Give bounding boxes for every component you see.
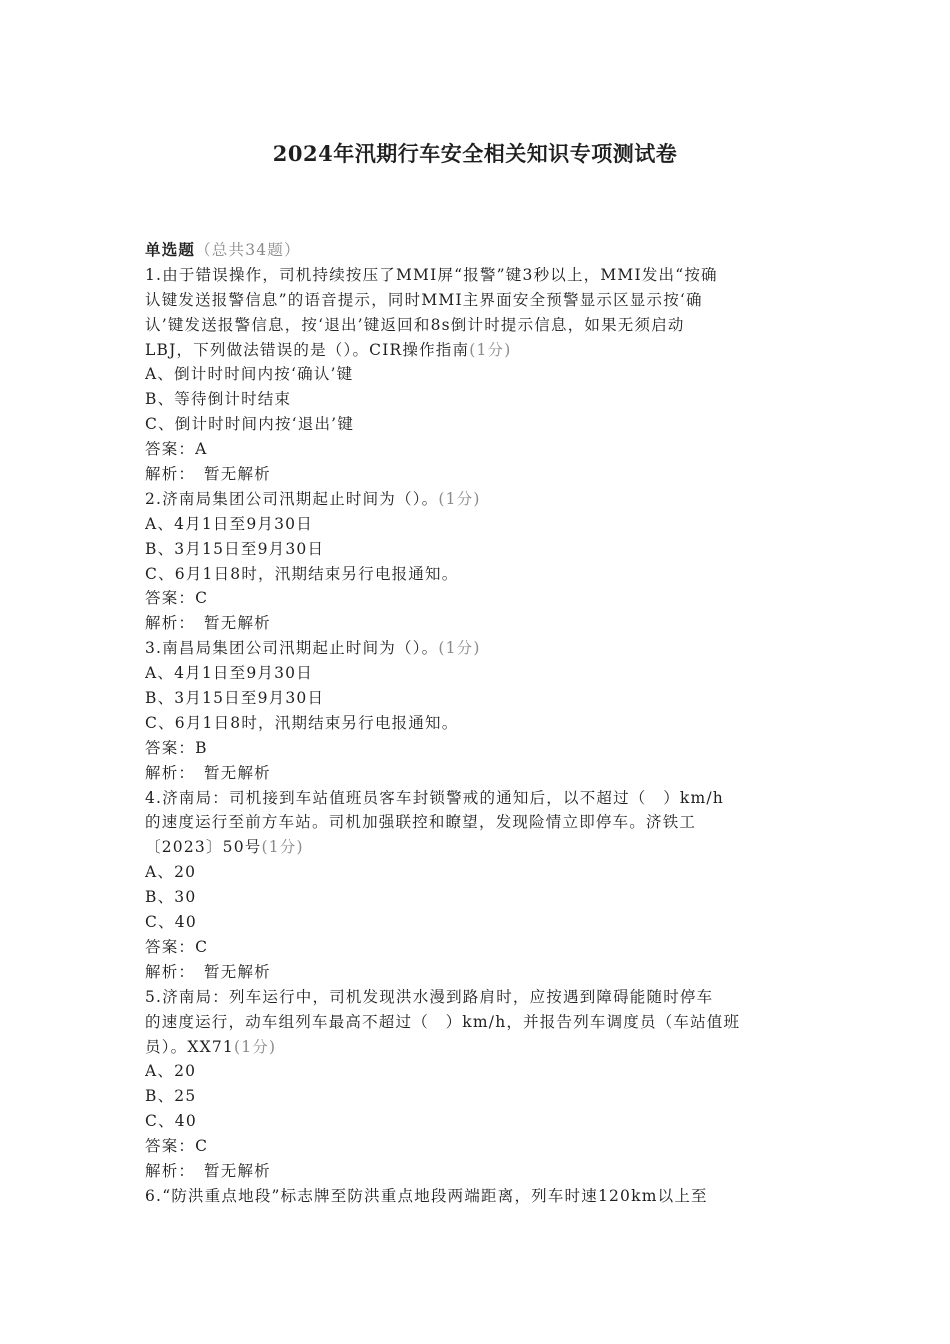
question-stem-line <box>145 835 810 860</box>
question-stem-line <box>145 1035 810 1060</box>
option-c: C、40 <box>145 1112 197 1131</box>
question-score: (1分) <box>469 340 512 359</box>
question-score: (1分) <box>233 1037 277 1056</box>
question-stem-text: 〔2023〕50号 <box>145 838 262 857</box>
answer-line: 答案：C <box>145 1137 209 1156</box>
question-stem-line: 6.“防洪重点地段”标志牌至防洪重点地段两端距离，列车时速120km以上至 <box>145 1186 708 1205</box>
option-a: A、20 <box>145 863 197 882</box>
question-stem-line <box>145 338 810 363</box>
analysis-line: 解析： 暂无解析 <box>145 465 271 484</box>
option-c: C、6月1日8时，汛期结束另行电报通知。 <box>145 564 459 583</box>
option-a: A、倒计时时间内按‘确认’键 <box>145 365 354 384</box>
section-heading <box>145 238 810 263</box>
question-stem-line: 5.济南局：列车运行中，司机发现洪水漫到路肩时，应按遇到障碍能随时停车 <box>145 987 714 1006</box>
question-stem-text: 3.南昌局集团公司汛期起止时间为（）。 <box>145 639 439 658</box>
question-item <box>145 263 810 487</box>
question-stem-line: 4.济南局：司机接到车站值班员客车封锁警戒的通知后，以不超过（ ）km/h <box>145 788 724 807</box>
question-stem-text: 2.济南局集团公司汛期起止时间为（）。 <box>145 489 439 508</box>
question-score: (1分) <box>438 639 481 658</box>
question-item <box>145 1184 810 1209</box>
question-stem-text: 员）。XX71 <box>145 1037 234 1056</box>
section-label: 单选题 <box>145 240 196 259</box>
analysis-line: 解析： 暂无解析 <box>145 962 271 981</box>
question-item <box>145 985 810 1184</box>
option-b: B、3月15日至9月30日 <box>145 539 325 558</box>
question-stem-line <box>145 636 810 661</box>
question-stem-line: 1.由于错误操作，司机持续按压了MMI屏“报警”键3秒以上，MMI发出“按确 <box>145 265 718 284</box>
question-score: (1分) <box>438 489 481 508</box>
analysis-line: 解析： 暂无解析 <box>145 763 271 782</box>
option-c: C、倒计时时间内按‘退出’键 <box>145 415 355 434</box>
question-stem-line: 的速度运行，动车组列车最高不超过（ ）km/h，并报告列车调度员（车站值班 <box>145 1012 741 1031</box>
question-item <box>145 786 810 985</box>
question-stem-line <box>145 487 810 512</box>
option-b: B、25 <box>145 1087 197 1106</box>
question-item <box>145 487 810 636</box>
option-c: C、40 <box>145 913 197 932</box>
question-stem-line: 认键发送报警信息”的语音提示，同时MMI主界面安全预警显示区显示按‘确 <box>145 290 703 309</box>
option-c: C、6月1日8时，汛期结束另行电报通知。 <box>145 713 459 732</box>
section-count: （总共34题） <box>195 241 301 259</box>
answer-line: 答案：A <box>145 440 208 459</box>
option-a: A、20 <box>145 1062 197 1081</box>
answer-line: 答案：C <box>145 937 209 956</box>
question-stem-line: 认’键发送报警信息，按‘退出’键返回和8s倒计时提示信息，如果无须启动 <box>145 315 685 334</box>
option-b: B、等待倒计时结束 <box>145 390 292 409</box>
option-b: B、3月15日至9月30日 <box>145 689 325 708</box>
option-a: A、4月1日至9月30日 <box>145 514 313 533</box>
analysis-line: 解析： 暂无解析 <box>145 614 271 633</box>
answer-line: 答案：B <box>145 738 208 757</box>
answer-line: 答案：C <box>145 589 209 608</box>
question-list <box>145 238 810 1209</box>
question-stem-text: LBJ，下列做法错误的是（）。CIR操作指南 <box>145 340 470 359</box>
question-score: (1分) <box>261 838 304 857</box>
option-b: B、30 <box>145 888 197 907</box>
analysis-line: 解析： 暂无解析 <box>145 1161 271 1180</box>
page-title: 2024年汛期行车安全相关知识专项测试卷 <box>272 141 678 166</box>
option-a: A、4月1日至9月30日 <box>145 664 313 683</box>
question-item <box>145 636 810 785</box>
question-stem-line: 的速度运行至前方车站。司机加强联控和瞭望，发现险情立即停车。济铁工 <box>145 813 697 832</box>
